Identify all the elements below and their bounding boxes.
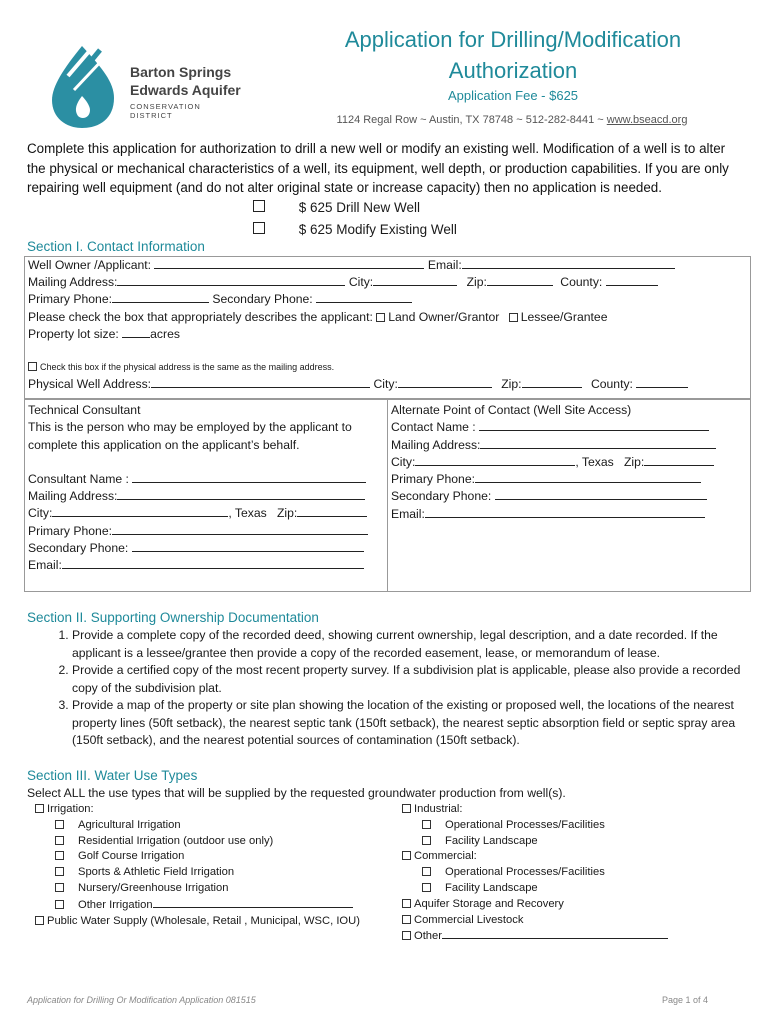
industrial-sub-option[interactable] — [422, 818, 742, 834]
page-title-line1: Application for Drilling/Modification — [344, 27, 682, 52]
drill-new-checkbox[interactable] — [253, 200, 265, 212]
physical-city-label: City: — [373, 377, 398, 391]
applicant-type-row — [28, 309, 607, 326]
irrigation-checkbox[interactable] — [35, 804, 44, 813]
water-use-prompt: Select ALL the use types that will be supplied by the requested groundwater production from well(s). — [27, 786, 566, 800]
nursery-checkbox[interactable] — [55, 883, 64, 892]
lot-size-label: Property lot size: — [28, 327, 119, 341]
fee-option-modify[interactable] — [253, 219, 457, 240]
alternate-mailing-row — [391, 437, 746, 454]
consultant-city-row — [28, 505, 378, 522]
city-field[interactable] — [373, 275, 457, 286]
alternate-secondary-field[interactable] — [495, 489, 707, 500]
consultant-secondary-row — [28, 540, 378, 557]
alternate-secondary-row — [391, 488, 746, 505]
aquifer-checkbox[interactable] — [402, 899, 411, 908]
physical-city-field[interactable] — [398, 377, 492, 388]
acres-label: acres — [150, 327, 180, 341]
irrigation-sub-option[interactable] — [55, 818, 395, 834]
water-use-right-column — [402, 802, 742, 945]
irrigation-sub-label: Sports & Athletic Field Irrigation — [78, 866, 235, 879]
alternate-name-row — [391, 419, 746, 436]
industrial-processes-checkbox[interactable] — [422, 820, 431, 829]
alternate-title: Alternate Point of Contact (Well Site Access) — [391, 403, 632, 417]
livestock-checkbox[interactable] — [402, 915, 411, 924]
other-irrigation-field[interactable] — [153, 897, 353, 908]
industrial-label: Industrial: — [414, 803, 463, 815]
consultant-texas-label: , Texas — [228, 506, 267, 521]
alternate-primary-label: Primary Phone: — [391, 472, 475, 487]
logo-name-line1: Barton Springs — [130, 64, 232, 80]
alternate-city-row — [391, 454, 746, 471]
alternate-primary-row — [391, 471, 746, 488]
consultant-title: Technical Consultant — [28, 403, 141, 417]
physical-zip-label: Zip: — [501, 377, 522, 391]
consultant-city-field[interactable] — [52, 506, 228, 517]
contact-info-box — [24, 256, 751, 399]
physical-address-row — [28, 376, 688, 393]
logo-name-line3: CONSERVATION DISTRICT — [130, 102, 201, 120]
physical-county-field[interactable] — [636, 377, 688, 388]
mailing-row — [28, 274, 658, 291]
consultant-name-row — [28, 471, 378, 488]
irrigation-option[interactable] — [35, 802, 395, 818]
irrigation-sub-option[interactable] — [55, 849, 395, 865]
primary-phone-label: Primary Phone: — [28, 292, 112, 306]
alternate-zip-label: Zip: — [623, 454, 645, 469]
consultant-secondary-field[interactable] — [132, 541, 364, 552]
lot-size-row — [28, 326, 180, 343]
alternate-contact-block — [391, 402, 746, 523]
owner-name-field[interactable] — [154, 258, 424, 269]
consultant-zip-label: Zip: — [276, 506, 298, 521]
industrial-option[interactable] — [402, 802, 742, 818]
aquifer-label: Aquifer Storage and Recovery — [414, 897, 564, 910]
commercial-sub-option[interactable] — [422, 881, 742, 897]
intro-paragraph: Complete this application for authorization to drill a new well or modify an existing well. Modification of a well is to alter the physical or mechanical characteristics of a well, its equipment, well depth, or production capabilities. If you are only repairing well equipment (and do not alter original state or increase capacity) then no application is needed. — [27, 141, 729, 195]
column-divider — [387, 400, 388, 592]
alternate-city-label: City: — [391, 454, 416, 469]
residential-checkbox[interactable] — [55, 836, 64, 845]
physical-address-label: Physical Well Address: — [28, 377, 152, 391]
consultant-name-field[interactable] — [132, 472, 366, 483]
section2-title: Section II. Supporting Ownership Documentation — [27, 610, 319, 625]
commercial-landscape-checkbox[interactable] — [422, 883, 431, 892]
same-address-row — [28, 362, 334, 372]
commercial-checkbox[interactable] — [402, 851, 411, 860]
commercial-sub-label: Facility Landscape — [445, 881, 538, 894]
page-title-line2: Authorization — [448, 58, 578, 83]
irrigation-label: Irrigation: — [47, 803, 94, 815]
footer-page-number: Page 1 of 4 — [662, 995, 709, 1005]
lessee-label: Lessee/Grantee — [520, 310, 608, 324]
irrigation-sub-option[interactable] — [55, 881, 395, 897]
commercial-sub-option[interactable] — [422, 865, 742, 881]
consultant-email-field[interactable] — [62, 558, 364, 569]
documentation-item: 3. Provide a map of the property or site plan showing the location of the existing or proposed well, the locations of the nearest property lines (50ft setback), the nearest septic tank (150ft setback), the nearest septic absorption field or septic spray area (150ft setback), and the nearest potential sources of contamination (150ft setback). — [72, 697, 746, 750]
consultant-mailing-field[interactable] — [117, 489, 365, 500]
irrigation-sub-label: Golf Course Irrigation — [78, 850, 185, 863]
address-text: 1124 Regal Row ~ Austin, TX 78748 ~ 512-282-8441 ~ — [336, 114, 604, 126]
county-label: County: — [560, 275, 603, 289]
phone-row — [28, 291, 412, 308]
water-drop-hand-icon — [44, 38, 122, 130]
alternate-name-field[interactable] — [479, 420, 709, 431]
commercial-processes-checkbox[interactable] — [422, 867, 431, 876]
irrigation-sub-label: Residential Irrigation (outdoor use only) — [78, 834, 274, 847]
fee-option-drill[interactable] — [253, 197, 420, 218]
public-water-checkbox[interactable] — [35, 916, 44, 925]
modify-existing-checkbox[interactable] — [253, 222, 265, 234]
consultant-name-label: Consultant Name : — [28, 471, 129, 486]
alternate-primary-field[interactable] — [475, 472, 701, 483]
consultant-mailing-row — [28, 488, 378, 505]
alternate-mailing-field[interactable] — [480, 438, 716, 449]
mailing-label: Mailing Address: — [28, 275, 118, 289]
industrial-checkbox[interactable] — [402, 804, 411, 813]
commercial-label: Commercial: — [414, 850, 477, 863]
other-use-field[interactable] — [442, 928, 668, 939]
industrial-sub-option[interactable] — [422, 834, 742, 850]
section3-title: Section III. Water Use Types — [27, 768, 198, 783]
primary-phone-field[interactable] — [112, 292, 209, 303]
owner-label: Well Owner /Applicant — [28, 258, 148, 272]
irrigation-sub-label: Nursery/Greenhouse Irrigation — [78, 881, 229, 894]
alternate-email-row — [391, 506, 746, 523]
commercial-sub-label: Operational Processes/Facilities — [445, 866, 605, 879]
consultant-primary-label: Primary Phone: — [28, 523, 112, 538]
irrigation-sub-option[interactable] — [55, 897, 395, 914]
footer-document-id: Application for Drilling Or Modification Application 081515 — [27, 995, 256, 1005]
consultant-email-label: Email: — [28, 558, 62, 573]
livestock-label: Commercial Livestock — [414, 913, 524, 926]
sports-checkbox[interactable] — [55, 867, 64, 876]
district-logo — [44, 38, 244, 130]
documentation-list — [54, 627, 746, 750]
irrigation-sub-option[interactable] — [55, 834, 395, 850]
applicant-type-prompt: Please check the box that appropriately describes the applicant: — [28, 310, 373, 324]
documentation-item: 1. Provide a complete copy of the recorded deed, showing current ownership, legal description, and a date recorded. If the applicant is a lessee/grantee then provide a copy of the recorded easement, lease, or memorandum of lease. — [72, 627, 746, 662]
industrial-sub-label: Operational Processes/Facilities — [445, 818, 605, 831]
physical-address-field[interactable] — [151, 377, 370, 388]
alternate-name-label: Contact Name : — [391, 420, 476, 435]
zip-field[interactable] — [487, 275, 553, 286]
mailing-address-field[interactable] — [117, 275, 345, 286]
alternate-email-label: Email: — [391, 506, 425, 521]
consultant-description: This is the person who may be employed by the applicant to complete this application on the applicant’s behalf. — [28, 420, 352, 452]
email-label: Email: — [427, 258, 462, 272]
other-irrigation-checkbox[interactable] — [55, 900, 64, 909]
consultant-mailing-label: Mailing Address: — [28, 489, 118, 504]
alternate-texas-label: , Texas — [575, 454, 614, 469]
consultant-secondary-label: Secondary Phone: — [28, 541, 129, 556]
district-address — [302, 114, 722, 126]
golf-checkbox[interactable] — [55, 851, 64, 860]
consultant-email-row — [28, 557, 378, 574]
land-owner-checkbox[interactable] — [376, 313, 385, 322]
consultant-zip-field[interactable] — [297, 506, 367, 517]
consultant-city-label: City: — [28, 506, 53, 521]
physical-zip-field[interactable] — [522, 377, 582, 388]
other-option[interactable] — [402, 928, 742, 945]
irrigation-sub-label: Other Irrigation — [78, 898, 153, 911]
application-fee: Application Fee - $625 — [447, 88, 579, 103]
physical-county-label: County: — [590, 377, 633, 391]
city-label: City: — [348, 275, 374, 289]
logo-name-line2: Edwards Aquifer — [130, 82, 241, 98]
owner-email-field[interactable] — [462, 258, 675, 269]
fee-option-label: $ 625 Drill New Well — [298, 200, 421, 215]
livestock-option[interactable] — [402, 913, 742, 929]
consultant-alternate-box — [24, 399, 751, 592]
public-water-option[interactable] — [35, 914, 395, 930]
fee-option-label: $ 625 Modify Existing Well — [298, 222, 457, 237]
alternate-zip-field[interactable] — [644, 455, 714, 466]
alternate-mailing-label: Mailing Address: — [391, 437, 481, 452]
agricultural-checkbox[interactable] — [55, 820, 64, 829]
other-checkbox[interactable] — [402, 931, 411, 940]
alternate-city-field[interactable] — [415, 455, 575, 466]
commercial-option[interactable] — [402, 849, 742, 865]
lessee-checkbox[interactable] — [509, 313, 518, 322]
consultant-primary-field[interactable] — [112, 524, 368, 535]
alternate-secondary-label: Secondary Phone: — [391, 489, 492, 504]
same-address-checkbox[interactable] — [28, 362, 37, 371]
technical-consultant-block — [28, 402, 378, 575]
other-label: Other — [414, 930, 442, 943]
industrial-sub-label: Facility Landscape — [445, 834, 538, 847]
website-link[interactable]: www.bseacd.org — [606, 114, 688, 126]
industrial-landscape-checkbox[interactable] — [422, 836, 431, 845]
secondary-phone-field[interactable] — [316, 292, 412, 303]
aquifer-option[interactable] — [402, 897, 742, 913]
irrigation-sub-label: Agricultural Irrigation — [78, 818, 181, 831]
lot-size-field[interactable] — [122, 327, 150, 338]
documentation-item: 2. Provide a certified copy of the most recent property survey. If a subdivision plat is applicable, please also provide a recorded copy of the subdivision plat. — [72, 662, 746, 697]
zip-label: Zip: — [466, 275, 487, 289]
county-field[interactable] — [606, 275, 658, 286]
same-address-note: Check this box if the physical address is the same as the mailing address. — [40, 362, 335, 372]
land-owner-label: Land Owner/Grantor — [388, 310, 500, 324]
irrigation-sub-option[interactable] — [55, 865, 395, 881]
public-water-label: Public Water Supply (Wholesale, Retail , Municipal, WSC, IOU) — [47, 914, 360, 927]
section1-title: Section I. Contact Information — [27, 239, 205, 254]
water-use-left-column — [35, 802, 395, 929]
consultant-primary-row — [28, 523, 378, 540]
secondary-phone-label: Secondary Phone: — [212, 292, 313, 306]
owner-row: Well Owner /Applicant: Email: — [28, 257, 675, 274]
alternate-email-field[interactable] — [425, 507, 705, 518]
